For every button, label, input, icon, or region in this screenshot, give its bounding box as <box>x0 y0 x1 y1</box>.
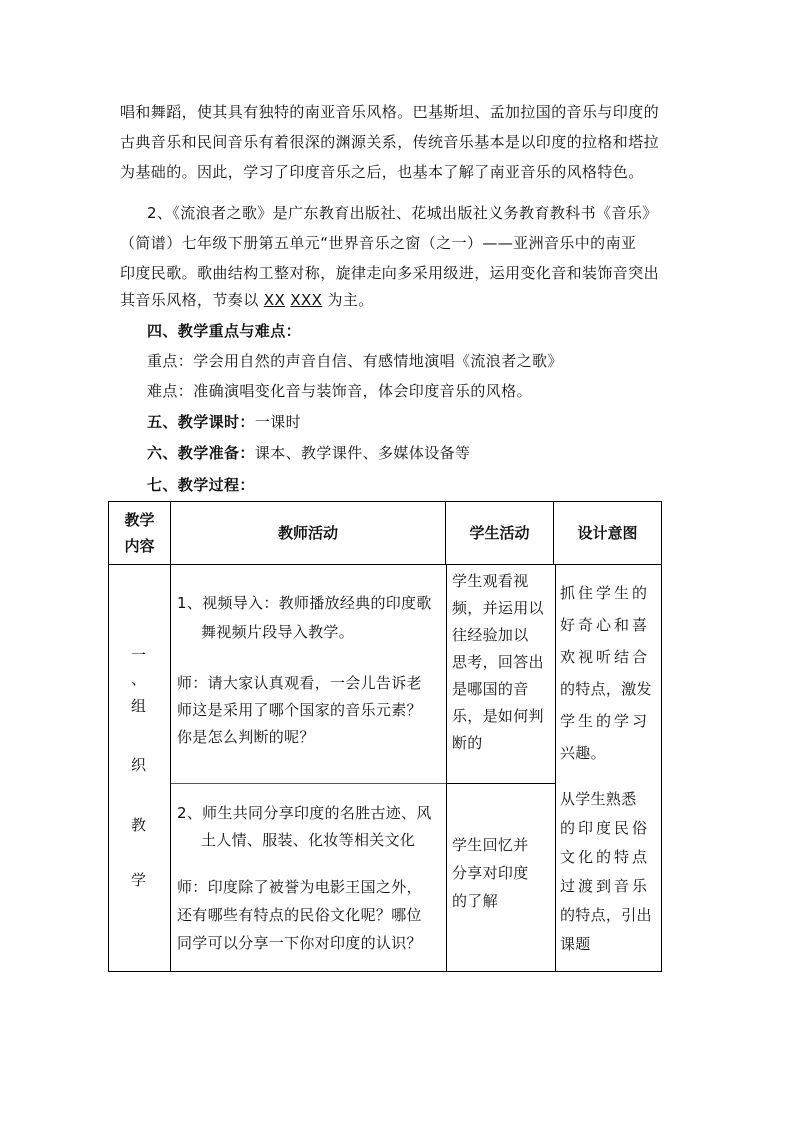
row2-intent-line3: 文化的特点 <box>560 848 651 866</box>
para2-line-3: 印度民歌。歌曲结构工整对称，旋律走向多采用级进，运用变化音和装饰音突出 <box>120 264 660 282</box>
row1-teacher-line5: 你是怎么判断的呢？ <box>177 728 315 746</box>
stage-char-2: 、 <box>131 670 147 688</box>
row1-intent-line6: 兴趣。 <box>560 744 606 762</box>
row1-student-line2: 频，并运用以 <box>452 599 544 617</box>
row1-intent-line3: 欢视听结合 <box>560 648 651 666</box>
stage-char-1: 一 <box>131 646 147 664</box>
intro-line-2: 古典音乐和民间音乐有着很深的渊源关系，传统音乐基本是以印度的拉格和塔拉 <box>120 133 660 151</box>
row1-student-line6: 乐，是如何判 <box>452 707 544 725</box>
lesson-process-table <box>108 501 662 972</box>
stage-char-4: 织 <box>131 756 147 774</box>
header-teacher: 教师活动 <box>171 502 446 565</box>
header-content-line1: 教学 <box>124 511 155 529</box>
rhythm-text-after: 为主。 <box>322 291 374 309</box>
section4-heading: 四、教学重点与难点： <box>147 322 302 340</box>
para2-line-2: （简谱）七年级下册第五单元“世界音乐之窗（之一）——亚洲音乐中的南亚 <box>120 234 637 252</box>
header-content-line2: 内容 <box>124 537 155 555</box>
stage-cell <box>109 565 171 972</box>
row1-student-line7: 断的 <box>452 734 483 752</box>
intro-line-3: 为基础的。因此，学习了印度音乐之后，也基本了解了南亚音乐的风格特色。 <box>120 163 644 181</box>
section6-value: 课本、教学课件、多媒体设备等 <box>254 444 471 462</box>
difficult-point: 难点：准确演唱变化音与装饰音，体会印度音乐的风格。 <box>147 382 533 400</box>
row1-intent-line5: 学生的学习 <box>560 712 651 730</box>
section5-value: 一课时 <box>254 413 302 431</box>
rhythm-pattern-1: XX <box>263 291 286 309</box>
row2-intent-line6: 课题 <box>560 935 591 953</box>
header-content <box>109 502 171 565</box>
section6 <box>147 443 470 463</box>
rhythm-text-before: 其音乐风格，节奏以 <box>120 291 264 309</box>
row1-teacher-line4: 师这是采用了哪个国家的音乐元素？ <box>177 701 422 719</box>
row2-intent-line2: 的印度民俗 <box>560 819 651 837</box>
para2-line-4 <box>120 290 374 310</box>
row1-student-line3: 往经验加以 <box>452 626 529 644</box>
row2-intent-line1: 从学生熟悉 <box>560 790 637 808</box>
row1-student-line5: 是哪国的音 <box>452 680 529 698</box>
row1-student-line1: 学生观看视 <box>452 572 529 590</box>
header-student: 学生活动 <box>446 502 554 565</box>
section5-heading: 五、教学课时： <box>147 413 255 431</box>
row2-student-line2: 分享对印度 <box>452 864 529 882</box>
row2-teacher-line4: 还有哪些有特点的民俗文化呢？哪位 <box>177 906 422 924</box>
row2-student-line3: 的了解 <box>452 892 498 910</box>
stage-char-3: 组 <box>131 697 147 715</box>
row1-student-line4: 思考，回答出 <box>452 653 544 671</box>
row1-teacher-line2: 舞视频片段导入教学。 <box>201 623 355 641</box>
row2-teacher-line5: 同学可以分享一下你对印度的认识？ <box>177 934 422 952</box>
row2-intent-line4: 过渡到音乐 <box>560 877 651 895</box>
intro-line-1: 唱和舞蹈，使其具有独特的南亚音乐风格。巴基斯坦、孟加拉国的音乐与印度的 <box>120 103 660 121</box>
stage-char-5: 教 <box>131 816 147 834</box>
row1-intent-line2: 好奇心和喜 <box>560 616 651 634</box>
section5 <box>147 412 301 432</box>
row2-intent-line5: 的特点，引出 <box>560 906 652 924</box>
row2-teacher-line3: 师：印度除了被誉为电影王国之外， <box>177 878 422 896</box>
row1-intent-line1: 抓住学生的 <box>560 584 651 602</box>
table-row <box>109 565 662 972</box>
section7-heading: 七、教学过程： <box>147 476 255 494</box>
table-header-row <box>109 502 662 565</box>
activities-cell <box>171 565 662 972</box>
header-intent: 设计意图 <box>554 502 662 565</box>
row1-teacher-line3: 师：请大家认真观看，一会儿告诉老 <box>177 674 422 692</box>
para2-line-1: 2、《流浪者之歌》是广东教育出版社、花城出版社义务教育教科书《音乐》 <box>147 204 658 222</box>
row1-intent-line4: 的特点，激发 <box>560 680 652 698</box>
stage-char-6: 学 <box>131 871 147 889</box>
section6-heading: 六、教学准备： <box>147 444 255 462</box>
row2-teacher-line1: 2、师生共同分享印度的名胜古迹、风 <box>177 804 432 822</box>
key-point: 重点：学会用自然的声音自信、有感情地演唱《流浪者之歌》 <box>147 352 563 370</box>
row1-teacher-line1: 1、视频导入：教师播放经典的印度歌 <box>177 594 432 612</box>
row2-teacher-line2: 土人情、服装、化妆等相关文化 <box>201 831 416 849</box>
row2-student-line1: 学生回忆并 <box>452 836 529 854</box>
rhythm-pattern-2: XXX <box>290 291 323 309</box>
